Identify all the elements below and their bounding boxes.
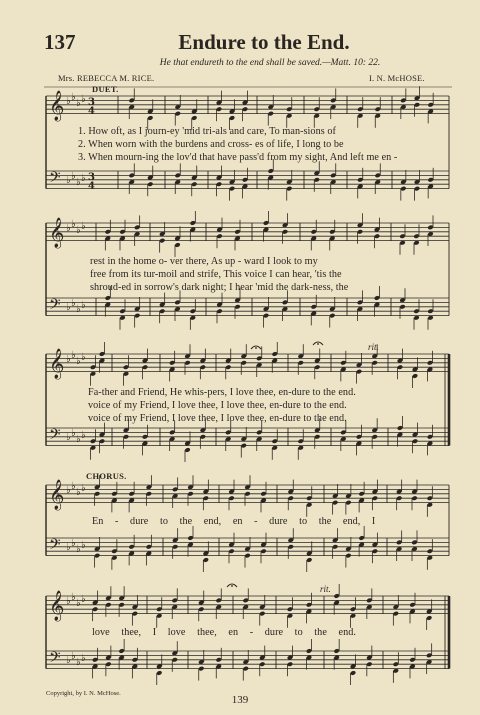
flat-sign-icon: ♭ xyxy=(71,592,76,603)
flat-sign-icon: ♭ xyxy=(81,300,86,311)
flat-sign-icon: ♭ xyxy=(76,177,81,188)
flat-sign-icon: ♭ xyxy=(81,173,86,184)
flat-sign-icon: ♭ xyxy=(76,304,81,315)
flat-sign-icon: ♭ xyxy=(71,171,76,182)
verse-2-line-2: free from its tur-moil and strife, This voice I can hear, 'tis the xyxy=(90,269,342,280)
verse-2-line-3: voice of my Friend, I love thee, I love thee, en-dure to the end. xyxy=(88,400,347,411)
hymn-title: Endure to the End. xyxy=(178,30,350,54)
flat-sign-icon: ♭ xyxy=(71,651,76,662)
treble-clef-icon: 𝄞 xyxy=(49,480,65,510)
flat-sign-icon: ♭ xyxy=(71,428,76,439)
bass-clef-icon: 𝄢 xyxy=(49,649,61,670)
flat-sign-icon: ♭ xyxy=(66,354,71,365)
verse-3-line-3: voice of my Friend, I love thee, I love thee, en-dure to the end. xyxy=(88,413,347,424)
flat-sign-icon: ♭ xyxy=(76,487,81,498)
flat-sign-icon: ♭ xyxy=(66,542,71,553)
copyright-notice: Copyright, by I. N. McHose. xyxy=(46,690,121,697)
flat-sign-icon: ♭ xyxy=(76,657,81,668)
duet-label: DUET. xyxy=(92,84,119,94)
verse-1-line-2: rest in the home o- ver there, As up - ward I look to my xyxy=(90,256,318,267)
flat-sign-icon: ♭ xyxy=(66,432,71,443)
treble-clef-icon: 𝄞 xyxy=(49,591,65,621)
flat-sign-icon: ♭ xyxy=(76,225,81,236)
time-signature: 4 xyxy=(88,181,95,192)
verse-3-line-1: 3. When mourn-ing the lov'd that have pass'd from my sight, And left me en - xyxy=(78,152,398,163)
flat-sign-icon: ♭ xyxy=(71,538,76,549)
flat-sign-icon: ♭ xyxy=(66,96,71,107)
treble-clef-icon: 𝄞 xyxy=(49,91,65,121)
flat-sign-icon: ♭ xyxy=(81,430,86,441)
flat-sign-icon: ♭ xyxy=(81,594,86,605)
bass-clef-icon: 𝄢 xyxy=(49,426,61,447)
flat-sign-icon: ♭ xyxy=(76,356,81,367)
ritardando-mark: rit. xyxy=(368,342,379,352)
time-signature: 3 xyxy=(88,97,95,108)
verse-1-line-1: 1. How oft, as I journ-ey 'mid tri-als and care, To man-sions of xyxy=(78,126,336,137)
bass-clef-icon: 𝄢 xyxy=(49,536,61,557)
bass-clef-icon: 𝄢 xyxy=(49,169,61,190)
verse-2-line-1: 2. When worn with the burdens and cross- es of life, I long to be xyxy=(78,139,344,150)
flat-sign-icon: ♭ xyxy=(66,596,71,607)
fermata-dot xyxy=(317,343,319,345)
treble-clef-icon: 𝄞 xyxy=(49,349,65,379)
chorus-label: CHORUS. xyxy=(86,471,127,481)
flat-sign-icon: ♭ xyxy=(71,92,76,103)
lyricist-credit: Mrs. REBECCA M. RICE. xyxy=(58,73,155,83)
flat-sign-icon: ♭ xyxy=(81,94,86,105)
flat-sign-icon: ♭ xyxy=(81,352,86,363)
flat-sign-icon: ♭ xyxy=(66,655,71,666)
flat-sign-icon: ♭ xyxy=(66,175,71,186)
flat-sign-icon: ♭ xyxy=(66,223,71,234)
flat-sign-icon: ♭ xyxy=(76,434,81,445)
verse-3-line-2: shroud-ed in sorrow's dark night; I hear 'mid the dark-ness, the xyxy=(90,282,349,293)
flat-sign-icon: ♭ xyxy=(71,350,76,361)
flat-sign-icon: ♭ xyxy=(71,481,76,492)
page-number: 139 xyxy=(231,694,249,706)
flat-sign-icon: ♭ xyxy=(81,483,86,494)
chorus-line-2: love thee, I love thee, en - dure to the end. xyxy=(92,627,356,638)
flat-sign-icon: ♭ xyxy=(81,221,86,232)
chorus-line-1: En - dure to the end, en - dure to the end, I xyxy=(92,516,376,527)
flat-sign-icon: ♭ xyxy=(81,653,86,664)
flat-sign-icon: ♭ xyxy=(81,540,86,551)
flat-sign-icon: ♭ xyxy=(66,485,71,496)
flat-sign-icon: ♭ xyxy=(76,598,81,609)
scripture-epigraph: He that endureth to the end shall be saved.—Matt. 10: 22. xyxy=(159,58,381,68)
fermata-dot xyxy=(255,347,257,349)
verse-1-line-3: Fa-ther and Friend, He whis-pers, I love thee, en-dure to the end. xyxy=(88,387,356,398)
time-signature: 4 xyxy=(88,106,95,117)
flat-sign-icon: ♭ xyxy=(76,98,81,109)
time-signature: 3 xyxy=(88,172,95,183)
treble-clef-icon: 𝄞 xyxy=(49,218,65,248)
ritardando-mark-chorus: rit. xyxy=(320,584,331,594)
bass-clef-icon: 𝄢 xyxy=(49,296,61,317)
fermata-dot xyxy=(231,585,233,587)
flat-sign-icon: ♭ xyxy=(76,544,81,555)
flat-sign-icon: ♭ xyxy=(71,219,76,230)
flat-sign-icon: ♭ xyxy=(66,302,71,313)
hymn-number: 137 xyxy=(44,30,76,54)
composer-credit: I. N. McHOSE. xyxy=(369,73,425,83)
flat-sign-icon: ♭ xyxy=(71,298,76,309)
